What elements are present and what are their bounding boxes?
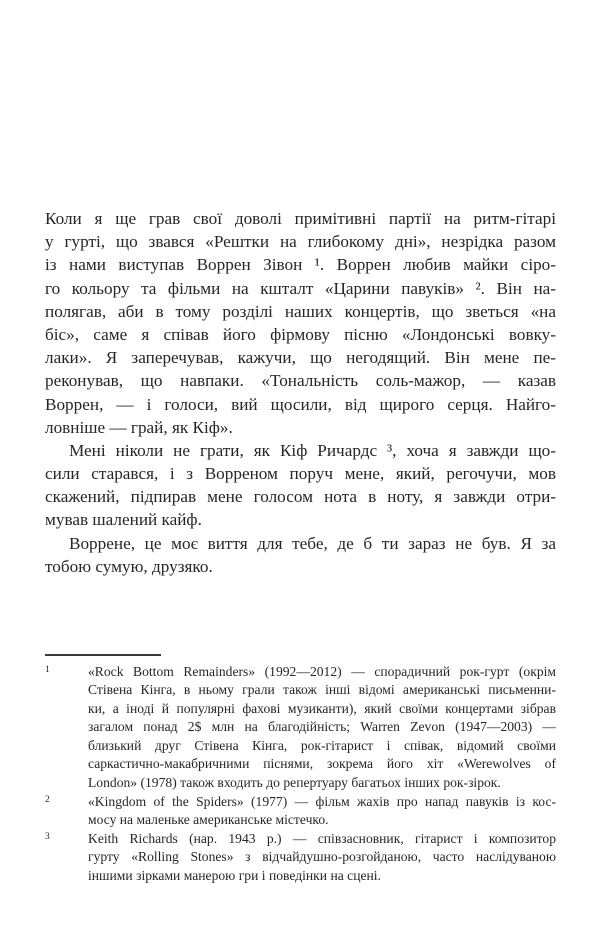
footnotes-section	[45, 654, 556, 886]
paragraph	[45, 207, 556, 439]
paragraph	[45, 532, 556, 578]
text-line: Воррене, це моє виття для тебе, де б ти зараз не був. Я за	[69, 533, 556, 553]
footnote-line: загалом понад 2$ млн на благодійність; Warren Zevon (1947—2003) —	[88, 719, 556, 735]
main-text-block	[45, 207, 556, 578]
footnote-line: саркастично-макабричними піснями, зокрема його хіт «Werewolves of	[88, 756, 556, 772]
text-line: сили старався, і з Ворреном поруч мене, який, регочучи, мов	[45, 464, 556, 484]
footnote-line: «Rock Bottom Remainders» (1992—2012) — спорадичний рок-гурт (окрім	[88, 663, 556, 679]
text-line: мував шалений кайф.	[45, 510, 202, 530]
text-line: Коли я ще грав свої доволі примітивні партії на ритм-гітарі	[45, 209, 556, 228]
text-line: ловніше — грай, як Кіф».	[45, 417, 233, 437]
text-line: тобою сумую, друзяко.	[45, 556, 213, 576]
footnote-list	[45, 663, 556, 886]
text-line: полягав, аби в тому розділі наших концертів, що зветься «на	[45, 301, 556, 321]
text-line: із нами виступав Воррен Зівон ¹. Воррен любив майки сіро-	[45, 255, 556, 275]
footnote-line: близький друг Стівена Кінга, рок-гітарист і співак, відомий своїми	[88, 737, 556, 753]
text-line: біс», саме я співав його фірмову пісню «Лондонські вовку-	[45, 324, 556, 344]
footnote-marker: 2	[45, 794, 50, 805]
footnote-separator-rule	[45, 654, 161, 656]
text-line: Воррен, — і голоси, вий щосили, від щирого серця. Найго-	[45, 394, 556, 414]
footnote-text	[88, 793, 556, 830]
footnote-line: Стівена Кінга, в ньому грали також інші відомі американські письменни-	[88, 682, 556, 698]
footnote-marker: 3	[45, 831, 50, 842]
text-line: го кольору та фільми на кшталт «Царини павуків» ². Він на-	[45, 278, 556, 298]
paragraph	[45, 439, 556, 532]
footnote-line: ки, а іноді й популярні фахові музиканти), який своїми концертами зібрав	[88, 700, 556, 716]
footnote-line: гурту «Rolling Stones» з відчайдушно-розгойданою, часто наслідуваною	[88, 849, 556, 865]
footnote-line: «Kingdom of the Spiders» (1977) — фільм жахів про напад павуків із кос-	[88, 793, 556, 809]
footnote	[45, 793, 556, 830]
footnote-line: Keith Richards (нар. 1943 р.) — співзасновник, гітарист і композитор	[88, 830, 556, 846]
text-line: Мені ніколи не грати, як Кіф Ричардс ³, хоча я завжди що-	[69, 440, 556, 460]
text-line: реконував, що навпаки. «Тональність соль-мажор, — казав	[45, 371, 556, 391]
footnote-line: London» (1978) також входить до репертуару багатьох інших рок-зірок.	[88, 775, 501, 791]
footnote	[45, 663, 556, 793]
footnote-text	[88, 663, 556, 793]
footnote-line: мосу на маленьке американське містечко.	[88, 812, 329, 828]
footnote-text	[88, 830, 556, 886]
footnote-marker: 1	[45, 664, 50, 675]
text-line: скажений, підпирав мене голосом нота в ноту, я завжди отри-	[45, 487, 556, 507]
text-line: у гурті, що звався «Рештки на глибокому дні», незрідка разом	[45, 232, 556, 252]
footnote	[45, 830, 556, 886]
footnote-line: іншими зірками манерою гри і поведінки на сцені.	[88, 868, 381, 884]
text-line: лаки». Я заперечував, кажучи, що негодящий. Він мене пе-	[45, 348, 556, 368]
